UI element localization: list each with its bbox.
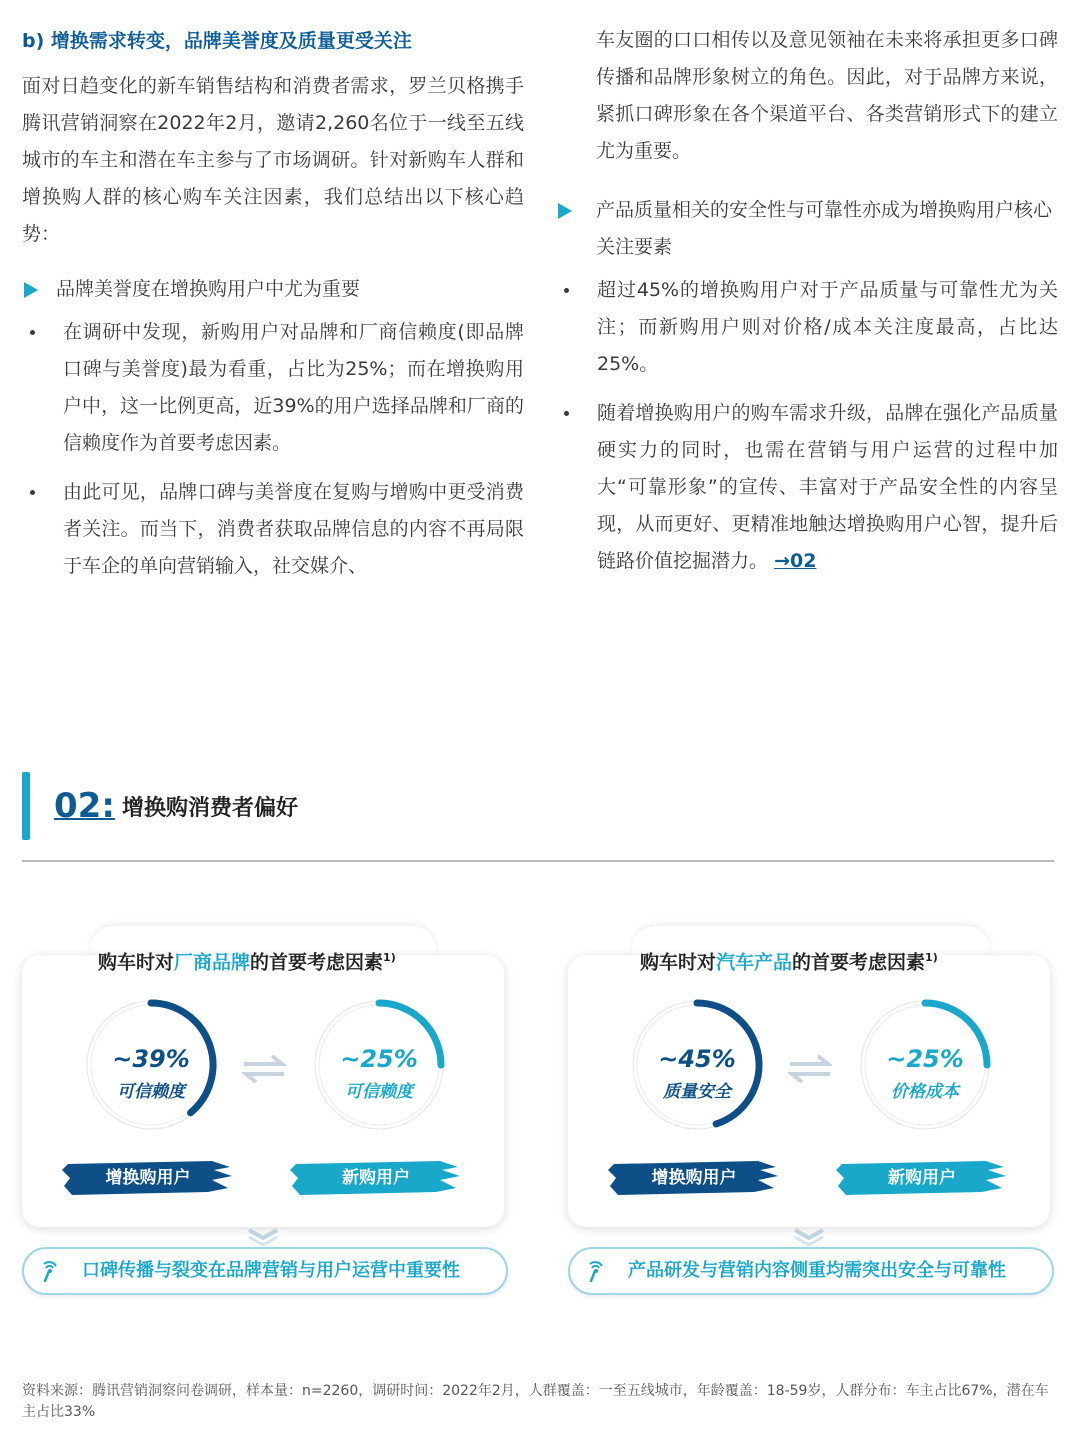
section-number: 02: bbox=[54, 786, 115, 826]
section-link[interactable]: →02 bbox=[774, 550, 817, 572]
triangle-bullet-icon bbox=[558, 203, 572, 219]
ring-label: 可信赖度 bbox=[117, 1082, 185, 1102]
conclusion-text: 口碑传播与裂变在品牌营销与用户运营中重要性 bbox=[82, 1260, 460, 1281]
bullet-item bbox=[22, 474, 524, 585]
exchange-arrows-icon bbox=[242, 1054, 286, 1084]
triangle-bullet-icon bbox=[24, 282, 38, 298]
group-label: 新购用户 bbox=[342, 1168, 410, 1188]
bullet-item bbox=[22, 314, 524, 462]
chevron-down-icon bbox=[245, 1228, 281, 1246]
bullet-item bbox=[556, 395, 1058, 580]
intro-paragraph: 面对日趋变化的新车销售结构和消费者需求，罗兰贝格携手腾讯营销洞察在2022年2月，邀请2,260名位于一线至五线城市的车主和潜在车主参与了市场调研。针对新购车人群和增换购人群的核心购车关注因素，我们总结出以下核心趋势： bbox=[22, 75, 524, 245]
section-divider bbox=[22, 860, 1054, 862]
continued-paragraph: 车友圈的口口相传以及意见领袖在未来将承担更多口碑传播和品牌形象树立的角色。因此，对于品牌方来说，紧抓口碑形象在各个渠道平台、各类营销形式下的建立尤为重要。 bbox=[596, 29, 1058, 162]
ring-value: ~25% bbox=[340, 1045, 418, 1073]
group-label: 增换购用户 bbox=[105, 1168, 191, 1188]
conclusion-text: 产品研发与营销内容侧重均需突出安全与可靠性 bbox=[628, 1260, 1006, 1281]
source-footnote: 资料来源：腾讯营销洞察问卷调研，样本量：n=2260，调研时间：2022年2月，人群覆盖：一至五线城市，年龄覆盖：18-59岁，人群分布：车主占比67%，潜在车主占比33% bbox=[22, 1383, 1049, 1420]
left-column bbox=[22, 22, 524, 585]
exchange-arrows-icon bbox=[788, 1054, 832, 1084]
microphone-icon bbox=[38, 1260, 60, 1282]
right-column bbox=[556, 22, 1058, 580]
bullet-text: 在调研中发现，新购用户对品牌和厂商信赖度(即品牌口碑与美誉度)最为看重，占比为25%；而在增换购用户中，这一比例更高，近39%的用户选择品牌和厂商的信赖度作为首要考虑因素。 bbox=[63, 321, 524, 454]
bullet-dot-icon bbox=[30, 330, 35, 335]
key-point-2 bbox=[556, 192, 1058, 266]
subsection-heading: b) 增换需求转变，品牌美誉度及质量更受关注 bbox=[22, 30, 412, 52]
ring-label: 质量安全 bbox=[663, 1082, 731, 1102]
bullet-dot-icon bbox=[564, 288, 569, 293]
group-label: 新购用户 bbox=[888, 1168, 956, 1188]
chevron-down-icon bbox=[791, 1228, 827, 1246]
key-point-2-title: 产品质量相关的安全性与可靠性亦成为增换购用户核心关注要素 bbox=[596, 199, 1053, 258]
card-title: 购车时对厂商品牌的首要考虑因素$^{1)}$ bbox=[98, 951, 396, 974]
conclusion-pill bbox=[568, 1247, 1054, 1295]
bullet-dot-icon bbox=[30, 490, 35, 495]
bullet-item bbox=[556, 272, 1058, 383]
section-accent-bar bbox=[22, 772, 30, 840]
ring-value: ~25% bbox=[886, 1045, 964, 1073]
bullet-text: 超过45%的增换购用户对于产品质量与可靠性尤为关注；而新购用户则对价格/成本关注度最高，占比达25%。 bbox=[597, 279, 1058, 375]
conclusion-pill bbox=[22, 1247, 508, 1295]
card-title: 购车时对汽车产品的首要考虑因素$^{1)}$ bbox=[640, 951, 938, 974]
ring-value: ~39% bbox=[112, 1045, 190, 1073]
key-point-1-title: 品牌美誉度在增换购用户中尤为重要 bbox=[56, 278, 361, 300]
section-title: 增换购消费者偏好 bbox=[122, 796, 299, 821]
microphone-icon bbox=[584, 1260, 606, 1282]
ring-label: 可信赖度 bbox=[345, 1082, 413, 1102]
key-point-1 bbox=[22, 271, 524, 308]
ring-value: ~45% bbox=[658, 1045, 736, 1073]
bullet-text-body: 随着增换购用户的购车需求升级，品牌在强化产品质量硬实力的同时，也需在营销与用户运营的过程中加大“可靠形象”的宣传、丰富对于产品安全性的内容呈现，从而更好、更精准地触达增换购用户心智，提升后链路价值挖掘潜力。 bbox=[597, 402, 1058, 572]
bullet-text bbox=[597, 395, 1058, 580]
ring-label: 价格成本 bbox=[891, 1082, 959, 1102]
bullet-text: 由此可见，品牌口碑与美誉度在复购与增购中更受消费者关注。而当下，消费者获取品牌信息的内容不再局限于车企的单向营销输入，社交媒介、 bbox=[63, 481, 524, 577]
group-label: 增换购用户 bbox=[651, 1168, 737, 1188]
bullet-dot-icon bbox=[564, 411, 569, 416]
